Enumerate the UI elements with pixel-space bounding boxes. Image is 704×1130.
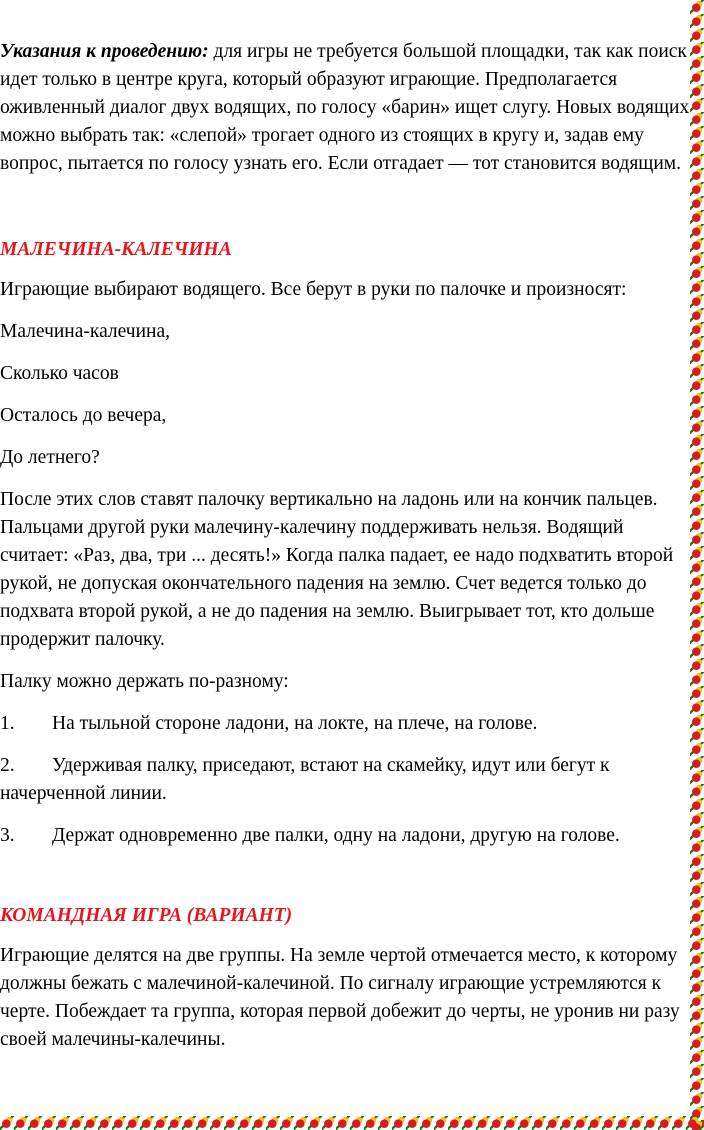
section1-paragraph-1: Играющие выбирают водящего. Все берут в руки по палочке и произносят:: [0, 279, 627, 300]
list-number: 1.: [0, 713, 15, 734]
intro-label: Указания к проведению:: [0, 41, 209, 62]
verse-line-2: Сколько часов: [0, 363, 119, 384]
list-text: Держат одновременно две палки, одну на ладони, другую на голове.: [52, 825, 620, 846]
intro-paragraph: [0, 38, 692, 178]
decorative-border-bottom: [0, 1116, 704, 1130]
section-heading-malechina: МАЛЕЧИНА-КАЛЕЧИНА: [0, 239, 232, 260]
section1-paragraph-3: Палку можно держать по-разному:: [0, 671, 289, 692]
list-text: Удерживая палку, приседают, встают на скамейку, идут или бегут к начерченной линии.: [0, 755, 610, 804]
section2-paragraph-1: Играющие делятся на две группы. На земле чертой отмечается место, к которому должны бежать с малечиной-калечиной. По сигналу играющие устремляются к черте. Побеждает та группа, которая первой добежит до черты, не уронив ни разу своей малечины-калечины.: [0, 945, 680, 1050]
verse-line-4: До летнего?: [0, 447, 100, 468]
list-text: На тыльной стороне ладони, на локте, на плече, на голове.: [52, 713, 538, 734]
section-heading-team-game: КОМАНДНАЯ ИГРА (ВАРИАНТ): [0, 905, 293, 926]
list-number: 2.: [0, 755, 15, 776]
section1-paragraph-2: После этих слов ставят палочку вертикально на ладонь или на кончик пальцев. Пальцами другой руки малечину-калечину поддерживать нельзя. Водящий считает: «Раз, два, три ... десять!» Когда палка падает, ее надо подхватить второй рукой, не допуская окончательного падения на землю. Счет ведется только до подхвата второй рукой, а не до падения на землю. Выигрывает тот, кто дольше продержит палочку.: [0, 489, 674, 650]
list-item: [0, 752, 692, 808]
list-number: 3.: [0, 825, 15, 846]
verse-line-1: Малечина-калечина,: [0, 321, 171, 342]
list-item: [0, 710, 692, 738]
list-item: [0, 822, 692, 850]
document-page: [0, 38, 692, 1068]
verse-line-3: Осталось до вечера,: [0, 405, 167, 426]
decorative-border-right: [690, 0, 704, 1130]
intro-text: для игры не требуется большой площадки, так как поиск идет только в центре круга, который образуют играющие. Предполагается оживленный диалог двух водящих, по голосу «барин» ищет слугу. Новых водящих можно выбрать так: «слепой» трогает одного из стоящих в кругу и, задав ему вопрос, пытается по голосу узнать его. Если отгадает — тот становится водящим.: [0, 41, 690, 174]
